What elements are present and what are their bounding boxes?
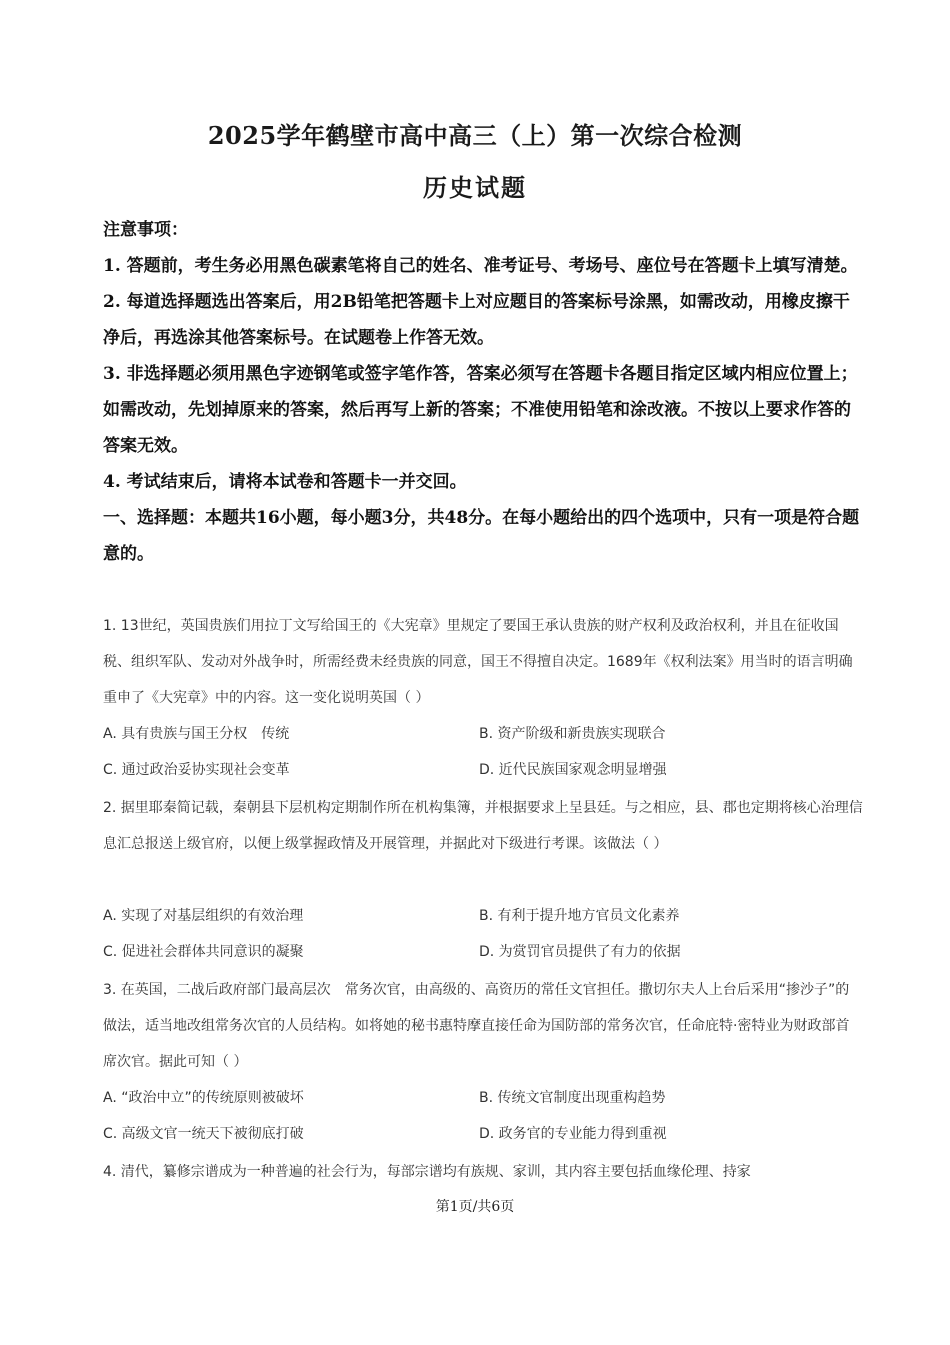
question-4-stem: 4. 清代，纂修宗谱成为一种普遍的社会行为，每部宗谱均有族规、家训，其内容主要包括血缘伦理、持家 [103, 1164, 751, 1180]
question-1-option-c: C. 通过政治妥协实现社会变革 [103, 762, 290, 778]
question-3 [103, 972, 863, 1080]
question-1-option-a: A. 具有贵族与国王分权 传统 [103, 726, 290, 742]
notice-item-3: 3. 非选择题必须用黑色字迹钢笔或签字笔作答，答案必须写在答题卡各题目指定区域内相应位置上；如需改动，先划掉原来的答案，然后再写上新的答案；不准使用铅笔和涂改液。不按以上要求作答的答案无效。 [103, 364, 858, 456]
question-1-options-row-1 [103, 716, 863, 752]
question-3-options-row-2 [103, 1116, 863, 1152]
section-heading: 一、选择题：本题共16小题，每小题3分，共48分。在每小题给出的四个选项中，只有一项是符合题意的。 [103, 508, 860, 564]
question-2 [103, 790, 863, 862]
notice-item-4: 4. 考试结束后，请将本试卷和答题卡一并交回。 [103, 472, 467, 492]
question-1 [103, 608, 863, 716]
question-2-options-row-1 [103, 898, 863, 934]
question-2-option-d: D. 为赏罚官员提供了有力的依据 [479, 944, 681, 960]
question-3-stem: 3. 在英国，二战后政府部门最高层次 常务次官，由高级的、高资历的常任文官担任。撒切尔夫人上台后采用“掺沙子”的做法，适当地改组常务次官的人员结构。如将她的秘书惠特摩直接任命为国防部的常务次官，任命庇特·密特业为财政部首席次官。据此可知（ ） [103, 982, 850, 1070]
notice-item-1: 1. 答题前，考生务必用黑色碳素笔将自己的姓名、准考证号、考场号、座位号在答题卡上填写清楚。 [103, 256, 858, 276]
question-1-option-d: D. 近代民族国家观念明显增强 [479, 762, 667, 778]
question-3-option-b: B. 传统文官制度出现重构趋势 [479, 1090, 666, 1106]
exam-subtitle: 历史试题 [423, 173, 527, 202]
question-1-options-row-2 [103, 752, 863, 788]
question-4 [103, 1154, 863, 1190]
question-2-option-b: B. 有利于提升地方官员文化素养 [479, 908, 680, 924]
question-1-stem: 1. 13世纪，英国贵族们用拉丁文写给国王的《大宪章》里规定了要国王承认贵族的财产权利及政治权利，并且在征收国税、组织军队、发动对外战争时，所需经费未经贵族的同意，国王不得擅自决定。1689年《权利法案》用当时的语言明确重申了《大宪章》中的内容。这一变化说明英国（ ） [103, 618, 853, 706]
page-number: 第1页/共6页 [435, 1199, 515, 1215]
notice-heading: 注意事项： [103, 220, 188, 240]
question-2-option-c: C. 促进社会群体共同意识的凝聚 [103, 944, 304, 960]
question-2-options-row-2 [103, 934, 863, 970]
question-2-option-a: A. 实现了对基层组织的有效治理 [103, 908, 304, 924]
notice-block [103, 212, 863, 572]
notice-item-2: 2. 每道选择题选出答案后，用2B铅笔把答题卡上对应题目的答案标号涂黑，如需改动，用橡皮擦干净后，再选涂其他答案标号。在试题卷上作答无效。 [103, 292, 850, 348]
question-3-options-row-1 [103, 1080, 863, 1116]
question-3-option-d: D. 政务官的专业能力得到重视 [479, 1126, 667, 1142]
question-3-option-a: A. “政治中立”的传统原则被破坏 [103, 1090, 304, 1106]
question-2-stem: 2. 据里耶秦简记载，秦朝县下层机构定期制作所在机构集簿，并根据要求上呈县廷。与之相应，县、郡也定期将核心治理信息汇总报送上级官府，以便上级掌握政情及开展管理，并据此对下级进行考课。该做法（ ） [103, 800, 863, 852]
question-3-option-c: C. 高级文官一统天下被彻底打破 [103, 1126, 304, 1142]
question-1-option-b: B. 资产阶级和新贵族实现联合 [479, 726, 666, 742]
exam-title: 2025学年鹤壁市高中高三（上）第一次综合检测 [207, 121, 743, 150]
